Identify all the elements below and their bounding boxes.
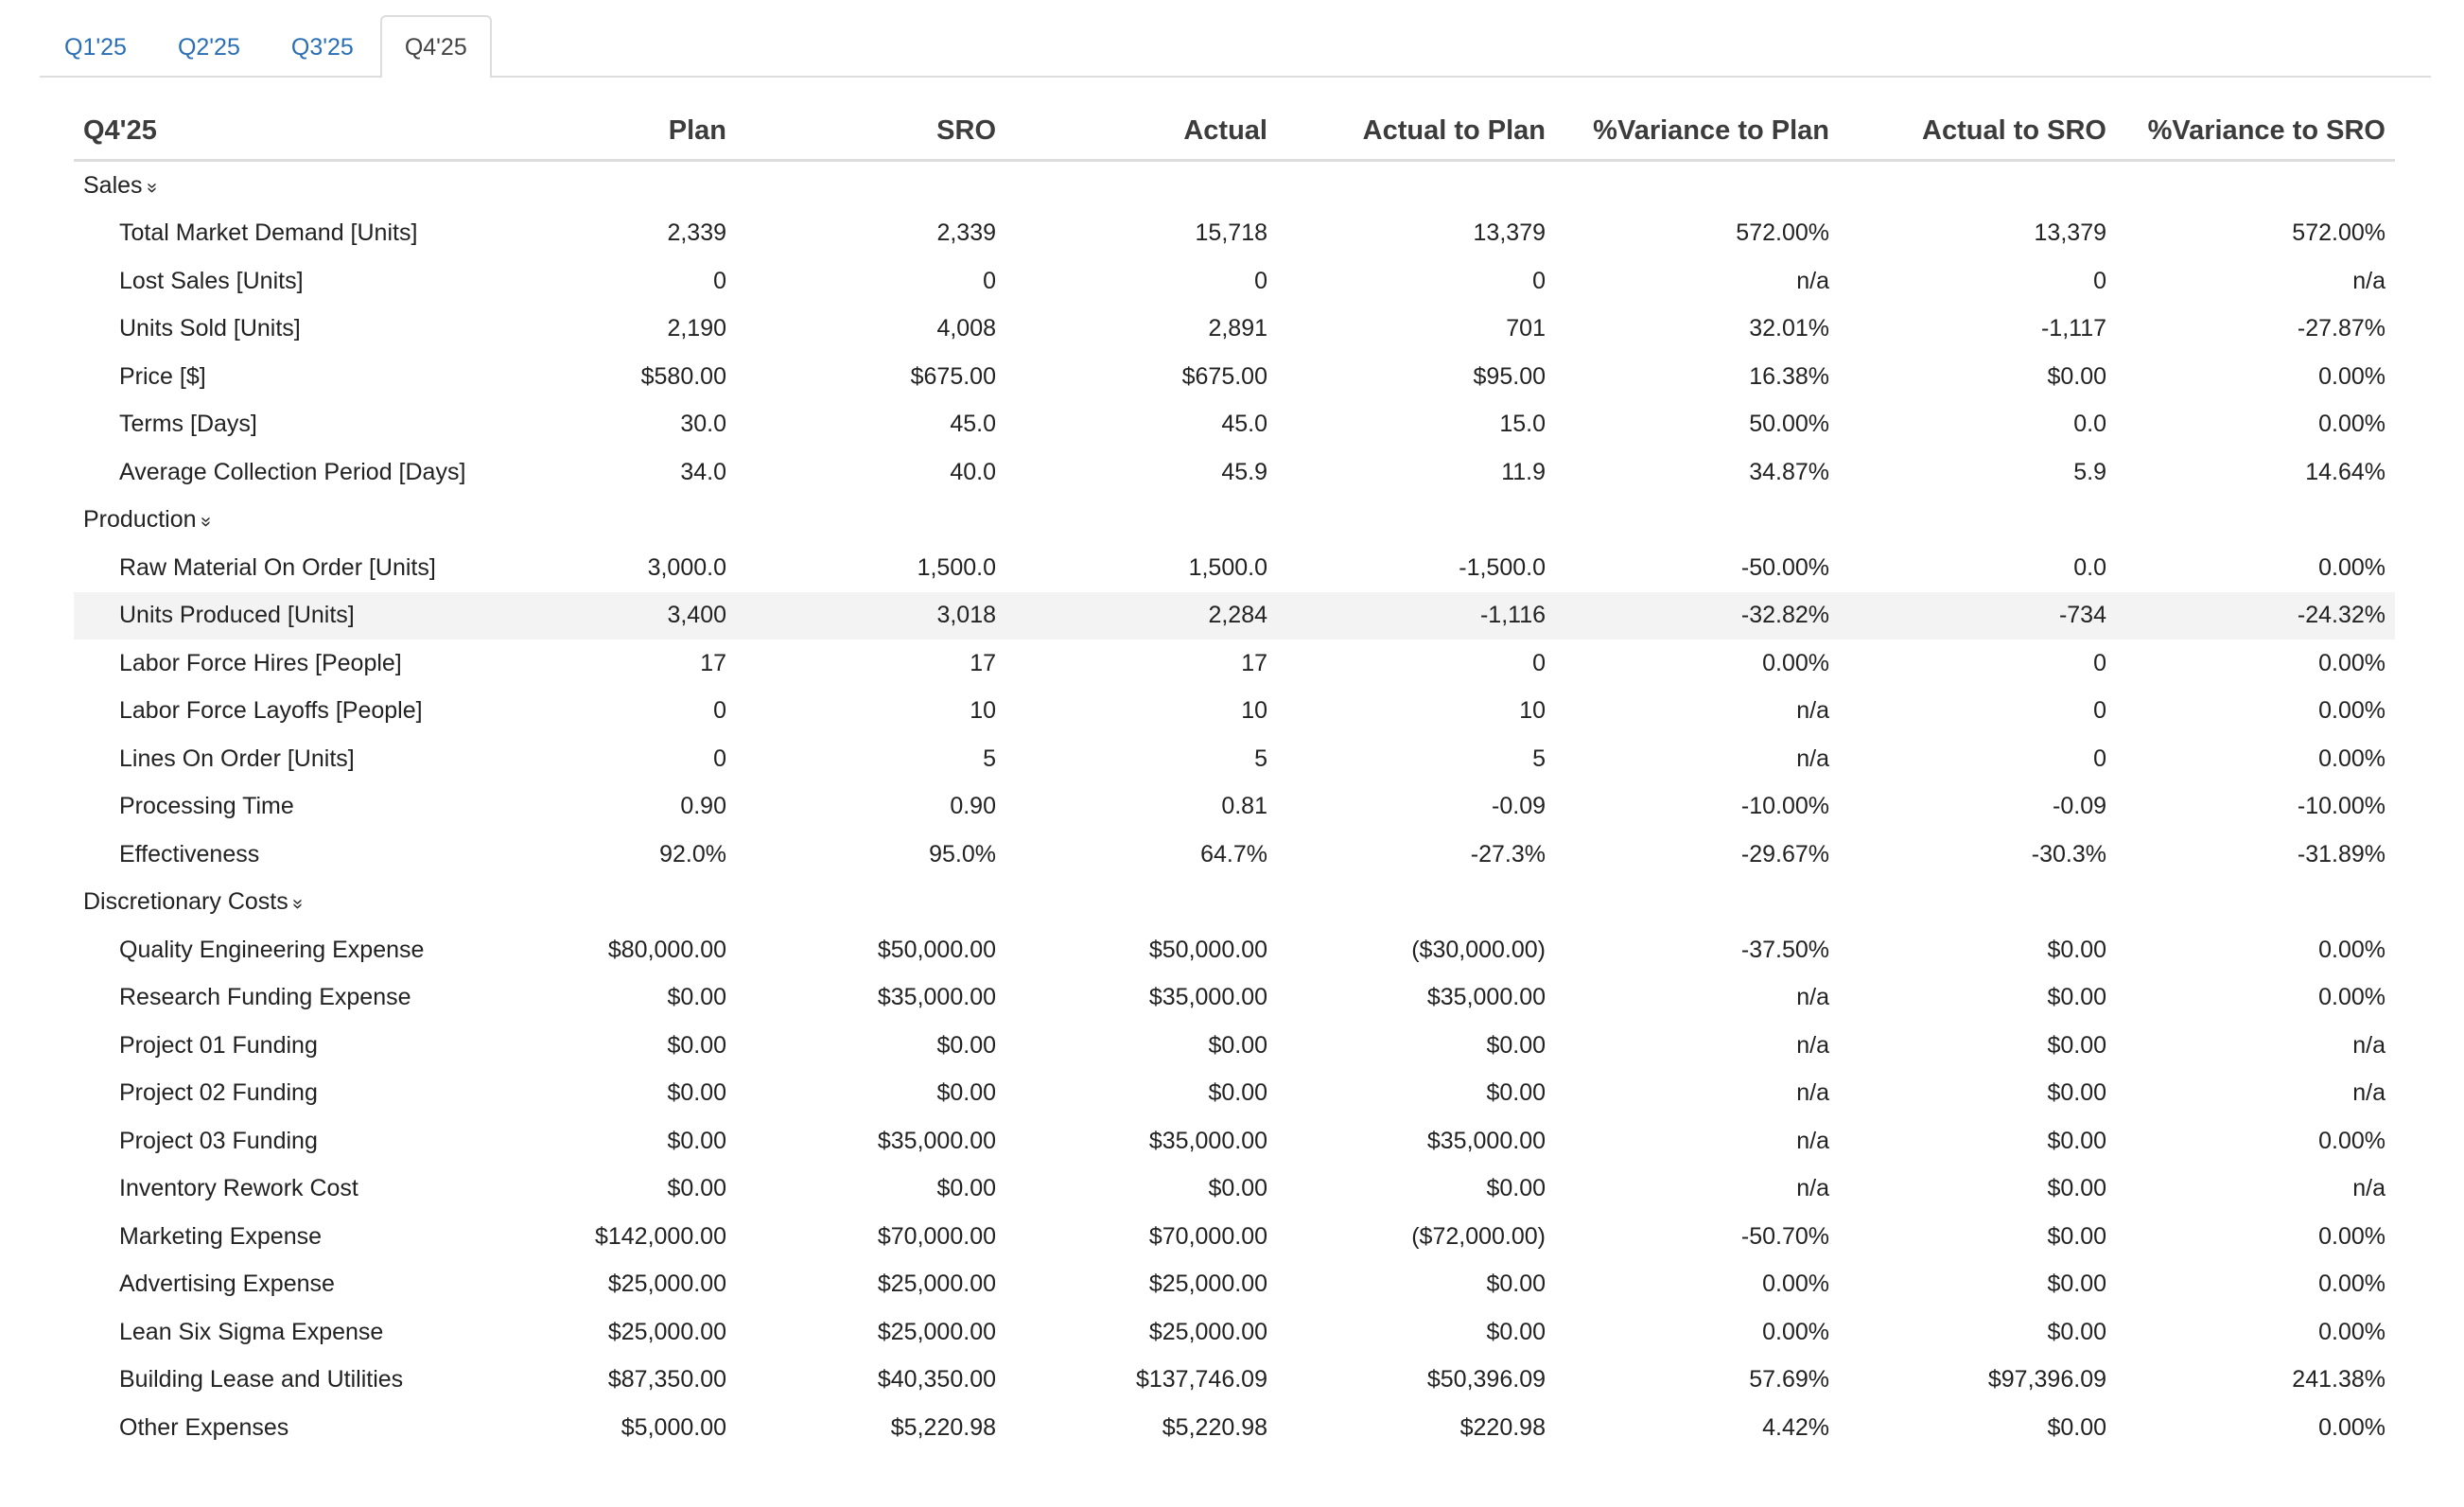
cell-plan: 34.0 bbox=[680, 458, 726, 485]
row-label: Units Produced [Units] bbox=[74, 592, 509, 640]
cell-plan: $25,000.00 bbox=[607, 1318, 726, 1345]
row-label: Processing Time bbox=[119, 793, 294, 820]
cell-plan: $142,000.00 bbox=[594, 1222, 726, 1250]
cell-actual: $137,746.09 bbox=[1135, 1366, 1267, 1393]
cell-actual: 17 bbox=[1241, 649, 1267, 676]
section-title: Discretionary Costs bbox=[83, 888, 288, 916]
column-header-sro: SRO bbox=[736, 102, 1005, 161]
chevrons-down-icon: » bbox=[287, 899, 308, 910]
table-row bbox=[74, 1357, 2395, 1405]
table-row bbox=[74, 592, 2395, 640]
cell-variance-to-sro: n/a bbox=[2352, 1079, 2385, 1107]
cell-plan: 3,400 bbox=[509, 592, 736, 640]
table-row bbox=[74, 401, 2395, 449]
cell-actual-to-plan: 11.9 bbox=[1501, 458, 1546, 485]
section-row-sales bbox=[74, 161, 2395, 210]
cell-actual: $35,000.00 bbox=[1148, 1127, 1267, 1154]
cell-actual-to-sro: $0.00 bbox=[2047, 1413, 2106, 1441]
cell-variance-to-sro: 0.00% bbox=[2318, 1318, 2385, 1345]
cell-plan: $5,000.00 bbox=[620, 1413, 726, 1441]
cell-plan: $87,350.00 bbox=[607, 1366, 726, 1393]
tab-q4-25[interactable]: Q4'25 bbox=[380, 15, 492, 78]
cell-actual: 2,891 bbox=[1208, 315, 1267, 342]
cell-actual: $0.00 bbox=[1208, 1079, 1267, 1107]
tab-list bbox=[40, 15, 2431, 78]
cell-actual-to-plan: 0 bbox=[1532, 649, 1546, 676]
cell-variance-to-sro: n/a bbox=[2352, 1175, 2385, 1202]
section-toggle-sales[interactable] bbox=[74, 161, 2395, 210]
cell-sro: 0.90 bbox=[950, 793, 996, 820]
cell-actual-to-sro: 0 bbox=[2093, 697, 2106, 725]
cell-actual-to-plan: $0.00 bbox=[1486, 1031, 1546, 1059]
cell-actual-to-sro: 0 bbox=[2093, 745, 2106, 772]
cell-sro: $0.00 bbox=[936, 1175, 996, 1202]
quarter-report-table bbox=[74, 102, 2395, 1452]
cell-variance-to-sro: 0.00% bbox=[2318, 1222, 2385, 1250]
column-header-actual-to-sro: Actual to SRO bbox=[1839, 102, 2116, 161]
cell-actual-to-plan: -1,116 bbox=[1277, 592, 1555, 640]
cell-variance-to-sro: -10.00% bbox=[2297, 793, 2385, 820]
cell-actual: 5 bbox=[1254, 745, 1267, 772]
cell-actual-to-sro: 13,379 bbox=[2034, 219, 2106, 247]
table-row bbox=[74, 257, 2395, 306]
row-label: Project 02 Funding bbox=[119, 1079, 318, 1107]
cell-plan: 2,339 bbox=[667, 219, 726, 247]
cell-plan: 92.0% bbox=[659, 840, 726, 867]
table-row bbox=[74, 1070, 2395, 1118]
table-row bbox=[74, 831, 2395, 879]
cell-actual-to-plan: -0.09 bbox=[1492, 793, 1546, 820]
row-label: Price [$] bbox=[119, 362, 206, 390]
table-row bbox=[74, 688, 2395, 736]
cell-actual-to-sro: -30.3% bbox=[2031, 840, 2106, 867]
cell-actual: 10 bbox=[1241, 697, 1267, 725]
cell-actual-to-plan: $35,000.00 bbox=[1426, 1127, 1546, 1154]
cell-variance-to-plan: 0.00% bbox=[1762, 649, 1829, 676]
cell-variance-to-sro: 0.00% bbox=[2318, 362, 2385, 390]
cell-variance-to-sro: 0.00% bbox=[2318, 649, 2385, 676]
cell-sro: 0 bbox=[983, 267, 996, 294]
cell-plan: $0.00 bbox=[667, 1127, 726, 1154]
tab-q1-25[interactable]: Q1'25 bbox=[64, 34, 127, 61]
cell-actual-to-plan: 15.0 bbox=[1499, 411, 1546, 438]
cell-sro: 45.0 bbox=[950, 411, 996, 438]
cell-actual: $0.00 bbox=[1208, 1031, 1267, 1059]
table-row bbox=[74, 1404, 2395, 1452]
cell-variance-to-plan: -50.00% bbox=[1740, 553, 1829, 581]
cell-sro: 40.0 bbox=[950, 458, 996, 485]
cell-sro: $25,000.00 bbox=[877, 1270, 996, 1298]
cell-variance-to-sro: 0.00% bbox=[2318, 1270, 2385, 1298]
table-row bbox=[74, 306, 2395, 354]
cell-actual: $25,000.00 bbox=[1148, 1270, 1267, 1298]
cell-actual-to-sro: $0.00 bbox=[2047, 1031, 2106, 1059]
cell-actual-to-plan: $220.98 bbox=[1459, 1413, 1546, 1441]
cell-variance-to-plan: 32.01% bbox=[1749, 315, 1829, 342]
row-label: Lost Sales [Units] bbox=[119, 267, 304, 294]
cell-actual-to-plan: 13,379 bbox=[1473, 219, 1546, 247]
cell-plan: $0.00 bbox=[667, 1031, 726, 1059]
cell-actual-to-sro: $0.00 bbox=[2047, 1079, 2106, 1107]
row-label: Building Lease and Utilities bbox=[119, 1366, 404, 1393]
row-label: Project 01 Funding bbox=[119, 1031, 318, 1059]
row-label: Marketing Expense bbox=[119, 1222, 323, 1250]
table-row bbox=[74, 926, 2395, 974]
row-label: Units Sold [Units] bbox=[119, 315, 301, 342]
cell-variance-to-sro: -24.32% bbox=[2116, 592, 2395, 640]
column-header-variance-to-plan: %Variance to Plan bbox=[1555, 102, 1839, 161]
cell-variance-to-plan: -29.67% bbox=[1740, 840, 1829, 867]
cell-variance-to-sro: 241.38% bbox=[2292, 1366, 2385, 1393]
cell-actual-to-sro: -1,117 bbox=[2040, 315, 2106, 342]
cell-actual: 0.81 bbox=[1221, 793, 1267, 820]
section-row-discretionary-costs bbox=[74, 879, 2395, 927]
cell-actual-to-plan: $0.00 bbox=[1486, 1175, 1546, 1202]
cell-variance-to-plan: -32.82% bbox=[1555, 592, 1839, 640]
row-label: Labor Force Layoffs [People] bbox=[119, 697, 423, 725]
cell-actual-to-sro: $97,396.09 bbox=[1987, 1366, 2106, 1393]
cell-sro: 17 bbox=[970, 649, 996, 676]
cell-actual-to-sro: $0.00 bbox=[2047, 1222, 2106, 1250]
row-label: Raw Material On Order [Units] bbox=[119, 553, 436, 581]
cell-actual-to-plan: $35,000.00 bbox=[1426, 984, 1546, 1011]
cell-variance-to-sro: 0.00% bbox=[2318, 553, 2385, 581]
table-row bbox=[74, 783, 2395, 832]
row-label: Terms [Days] bbox=[119, 411, 257, 438]
table-row bbox=[74, 974, 2395, 1023]
table-row bbox=[74, 544, 2395, 592]
table-row bbox=[74, 1261, 2395, 1309]
cell-variance-to-plan: n/a bbox=[1796, 1127, 1829, 1154]
cell-variance-to-sro: n/a bbox=[2352, 1031, 2385, 1059]
cell-variance-to-sro: 0.00% bbox=[2318, 984, 2385, 1011]
section-title: Production bbox=[83, 506, 197, 534]
column-header-actual-to-plan: Actual to Plan bbox=[1277, 102, 1555, 161]
cell-actual-to-sro: $0.00 bbox=[2047, 1175, 2106, 1202]
cell-variance-to-plan: n/a bbox=[1796, 697, 1829, 725]
row-label: Labor Force Hires [People] bbox=[119, 649, 402, 676]
cell-sro: $35,000.00 bbox=[877, 1127, 996, 1154]
cell-plan: 0.90 bbox=[680, 793, 726, 820]
cell-actual-to-plan: -27.3% bbox=[1470, 840, 1546, 867]
cell-variance-to-sro: 0.00% bbox=[2318, 697, 2385, 725]
cell-actual-to-sro: $0.00 bbox=[2047, 984, 2106, 1011]
cell-sro: $675.00 bbox=[910, 362, 996, 390]
cell-actual: $50,000.00 bbox=[1148, 936, 1267, 963]
cell-actual-to-plan: 5 bbox=[1532, 745, 1546, 772]
cell-actual-to-sro: 0 bbox=[2093, 649, 2106, 676]
cell-actual-to-sro: $0.00 bbox=[2047, 936, 2106, 963]
cell-variance-to-sro: -27.87% bbox=[2297, 315, 2385, 342]
cell-variance-to-sro: 0.00% bbox=[2318, 1413, 2385, 1441]
cell-actual: 0 bbox=[1254, 267, 1267, 294]
cell-plan: $0.00 bbox=[667, 1175, 726, 1202]
table-row bbox=[74, 1165, 2395, 1214]
cell-variance-to-plan: n/a bbox=[1796, 1175, 1829, 1202]
table-row bbox=[74, 1308, 2395, 1357]
cell-sro: $0.00 bbox=[936, 1079, 996, 1107]
cell-variance-to-plan: 34.87% bbox=[1749, 458, 1829, 485]
cell-actual-to-sro: 0 bbox=[2093, 267, 2106, 294]
cell-actual-to-plan: $95.00 bbox=[1473, 362, 1546, 390]
cell-actual-to-plan: 701 bbox=[1506, 315, 1546, 342]
cell-variance-to-sro: 14.64% bbox=[2305, 458, 2385, 485]
cell-variance-to-plan: n/a bbox=[1796, 984, 1829, 1011]
cell-variance-to-sro: n/a bbox=[2352, 267, 2385, 294]
row-label: Lines On Order [Units] bbox=[119, 745, 355, 772]
chevrons-down-icon: » bbox=[141, 182, 163, 193]
cell-actual-to-plan: ($30,000.00) bbox=[1411, 936, 1546, 963]
table-body bbox=[74, 161, 2395, 1452]
cell-sro: 95.0% bbox=[929, 840, 996, 867]
cell-actual-to-sro: 5.9 bbox=[2073, 458, 2106, 485]
cell-actual-to-sro: -0.09 bbox=[2053, 793, 2106, 820]
cell-actual-to-sro: 0.0 bbox=[2073, 553, 2106, 581]
table-row bbox=[74, 210, 2395, 258]
column-header-q4-25: Q4'25 bbox=[74, 102, 509, 161]
cell-actual: $5,220.98 bbox=[1162, 1413, 1267, 1441]
cell-variance-to-plan: 0.00% bbox=[1762, 1318, 1829, 1345]
row-label: Other Expenses bbox=[119, 1413, 289, 1441]
cell-variance-to-sro: 0.00% bbox=[2318, 745, 2385, 772]
cell-actual-to-sro: $0.00 bbox=[2047, 1270, 2106, 1298]
cell-actual: 45.0 bbox=[1221, 411, 1267, 438]
section-toggle-discretionary-costs[interactable] bbox=[74, 879, 2395, 927]
row-label: Inventory Rework Cost bbox=[119, 1175, 358, 1202]
cell-actual: 2,284 bbox=[1005, 592, 1277, 640]
table-row bbox=[74, 1022, 2395, 1070]
cell-actual: $0.00 bbox=[1208, 1175, 1267, 1202]
cell-sro: 4,008 bbox=[936, 315, 996, 342]
row-label: Average Collection Period [Days] bbox=[119, 458, 466, 485]
cell-actual: $675.00 bbox=[1181, 362, 1267, 390]
cell-variance-to-plan: -50.70% bbox=[1740, 1222, 1829, 1250]
cell-variance-to-plan: 572.00% bbox=[1736, 219, 1829, 247]
cell-actual-to-sro: $0.00 bbox=[2047, 1127, 2106, 1154]
cell-variance-to-plan: n/a bbox=[1796, 745, 1829, 772]
cell-plan: 2,190 bbox=[667, 315, 726, 342]
cell-variance-to-plan: 57.69% bbox=[1749, 1366, 1829, 1393]
cell-sro: $50,000.00 bbox=[877, 936, 996, 963]
tab-q3-25[interactable]: Q3'25 bbox=[290, 34, 354, 61]
cell-sro: $35,000.00 bbox=[877, 984, 996, 1011]
cell-sro: 3,018 bbox=[736, 592, 1005, 640]
cell-variance-to-sro: 572.00% bbox=[2292, 219, 2385, 247]
cell-plan: 0 bbox=[713, 267, 726, 294]
row-label: Project 03 Funding bbox=[119, 1127, 318, 1154]
row-label: Research Funding Expense bbox=[119, 984, 411, 1011]
cell-plan: 0 bbox=[713, 697, 726, 725]
cell-actual-to-sro: -734 bbox=[1839, 592, 2116, 640]
cell-sro: $40,350.00 bbox=[877, 1366, 996, 1393]
cell-plan: $80,000.00 bbox=[607, 936, 726, 963]
cell-actual-to-plan: $0.00 bbox=[1486, 1079, 1546, 1107]
row-label: Effectiveness bbox=[119, 840, 260, 867]
cell-actual-to-plan: ($72,000.00) bbox=[1411, 1222, 1546, 1250]
column-header-variance-to-sro: %Variance to SRO bbox=[2116, 102, 2395, 161]
table-header bbox=[74, 102, 2395, 161]
table-row bbox=[74, 1117, 2395, 1165]
cell-variance-to-sro: -31.89% bbox=[2297, 840, 2385, 867]
row-label: Advertising Expense bbox=[119, 1270, 335, 1298]
column-header-actual: Actual bbox=[1005, 102, 1277, 161]
cell-actual-to-plan: 10 bbox=[1519, 697, 1546, 725]
cell-plan: $0.00 bbox=[667, 984, 726, 1011]
cell-plan: 17 bbox=[700, 649, 726, 676]
cell-actual: 1,500.0 bbox=[1188, 553, 1267, 581]
cell-actual-to-plan: $0.00 bbox=[1486, 1318, 1546, 1345]
cell-sro: $25,000.00 bbox=[877, 1318, 996, 1345]
cell-variance-to-plan: 16.38% bbox=[1749, 362, 1829, 390]
cell-sro: 1,500.0 bbox=[917, 553, 996, 581]
cell-actual-to-sro: $0.00 bbox=[2047, 362, 2106, 390]
section-toggle-production[interactable] bbox=[74, 497, 2395, 545]
row-label: Quality Engineering Expense bbox=[119, 936, 425, 963]
cell-sro: $0.00 bbox=[936, 1031, 996, 1059]
cell-actual-to-plan: $0.00 bbox=[1486, 1270, 1546, 1298]
cell-sro: $5,220.98 bbox=[890, 1413, 996, 1441]
tab-q2-25[interactable]: Q2'25 bbox=[177, 34, 240, 61]
section-row-production bbox=[74, 497, 2395, 545]
cell-plan: 3,000.0 bbox=[647, 553, 726, 581]
cell-actual: 64.7% bbox=[1200, 840, 1267, 867]
table-row bbox=[74, 735, 2395, 783]
cell-plan: 0 bbox=[713, 745, 726, 772]
cell-sro: 10 bbox=[970, 697, 996, 725]
cell-variance-to-plan: 4.42% bbox=[1762, 1413, 1829, 1441]
table-row bbox=[74, 448, 2395, 497]
cell-plan: $25,000.00 bbox=[607, 1270, 726, 1298]
cell-sro: 2,339 bbox=[936, 219, 996, 247]
cell-sro: 5 bbox=[983, 745, 996, 772]
table-row bbox=[74, 640, 2395, 688]
row-label: Total Market Demand [Units] bbox=[119, 219, 418, 247]
cell-actual: $25,000.00 bbox=[1148, 1318, 1267, 1345]
section-title: Sales bbox=[83, 171, 143, 199]
cell-actual-to-sro: $0.00 bbox=[2047, 1318, 2106, 1345]
cell-plan: $0.00 bbox=[667, 1079, 726, 1107]
cell-actual-to-plan: $50,396.09 bbox=[1426, 1366, 1546, 1393]
cell-variance-to-plan: 0.00% bbox=[1762, 1270, 1829, 1298]
cell-variance-to-sro: 0.00% bbox=[2318, 411, 2385, 438]
table-row bbox=[74, 1213, 2395, 1261]
cell-variance-to-plan: n/a bbox=[1796, 267, 1829, 294]
cell-variance-to-plan: n/a bbox=[1796, 1031, 1829, 1059]
header-row bbox=[74, 102, 2395, 161]
cell-actual-to-sro: 0.0 bbox=[2073, 411, 2106, 438]
cell-plan: 30.0 bbox=[680, 411, 726, 438]
cell-actual: $70,000.00 bbox=[1148, 1222, 1267, 1250]
cell-actual: 45.9 bbox=[1221, 458, 1267, 485]
cell-variance-to-plan: -37.50% bbox=[1740, 936, 1829, 963]
cell-variance-to-plan: 50.00% bbox=[1749, 411, 1829, 438]
cell-actual-to-plan: -1,500.0 bbox=[1459, 553, 1546, 581]
quarter-tabs bbox=[40, 15, 2431, 78]
cell-variance-to-sro: 0.00% bbox=[2318, 936, 2385, 963]
cell-variance-to-sro: 0.00% bbox=[2318, 1127, 2385, 1154]
cell-actual-to-plan: 0 bbox=[1532, 267, 1546, 294]
row-label: Lean Six Sigma Expense bbox=[119, 1318, 384, 1345]
cell-variance-to-plan: -10.00% bbox=[1740, 793, 1829, 820]
cell-variance-to-plan: n/a bbox=[1796, 1079, 1829, 1107]
cell-actual: $35,000.00 bbox=[1148, 984, 1267, 1011]
table-row bbox=[74, 353, 2395, 401]
cell-sro: $70,000.00 bbox=[877, 1222, 996, 1250]
cell-actual: 15,718 bbox=[1195, 219, 1267, 247]
chevrons-down-icon: » bbox=[195, 517, 217, 528]
column-header-plan: Plan bbox=[509, 102, 736, 161]
cell-plan: $580.00 bbox=[640, 362, 726, 390]
